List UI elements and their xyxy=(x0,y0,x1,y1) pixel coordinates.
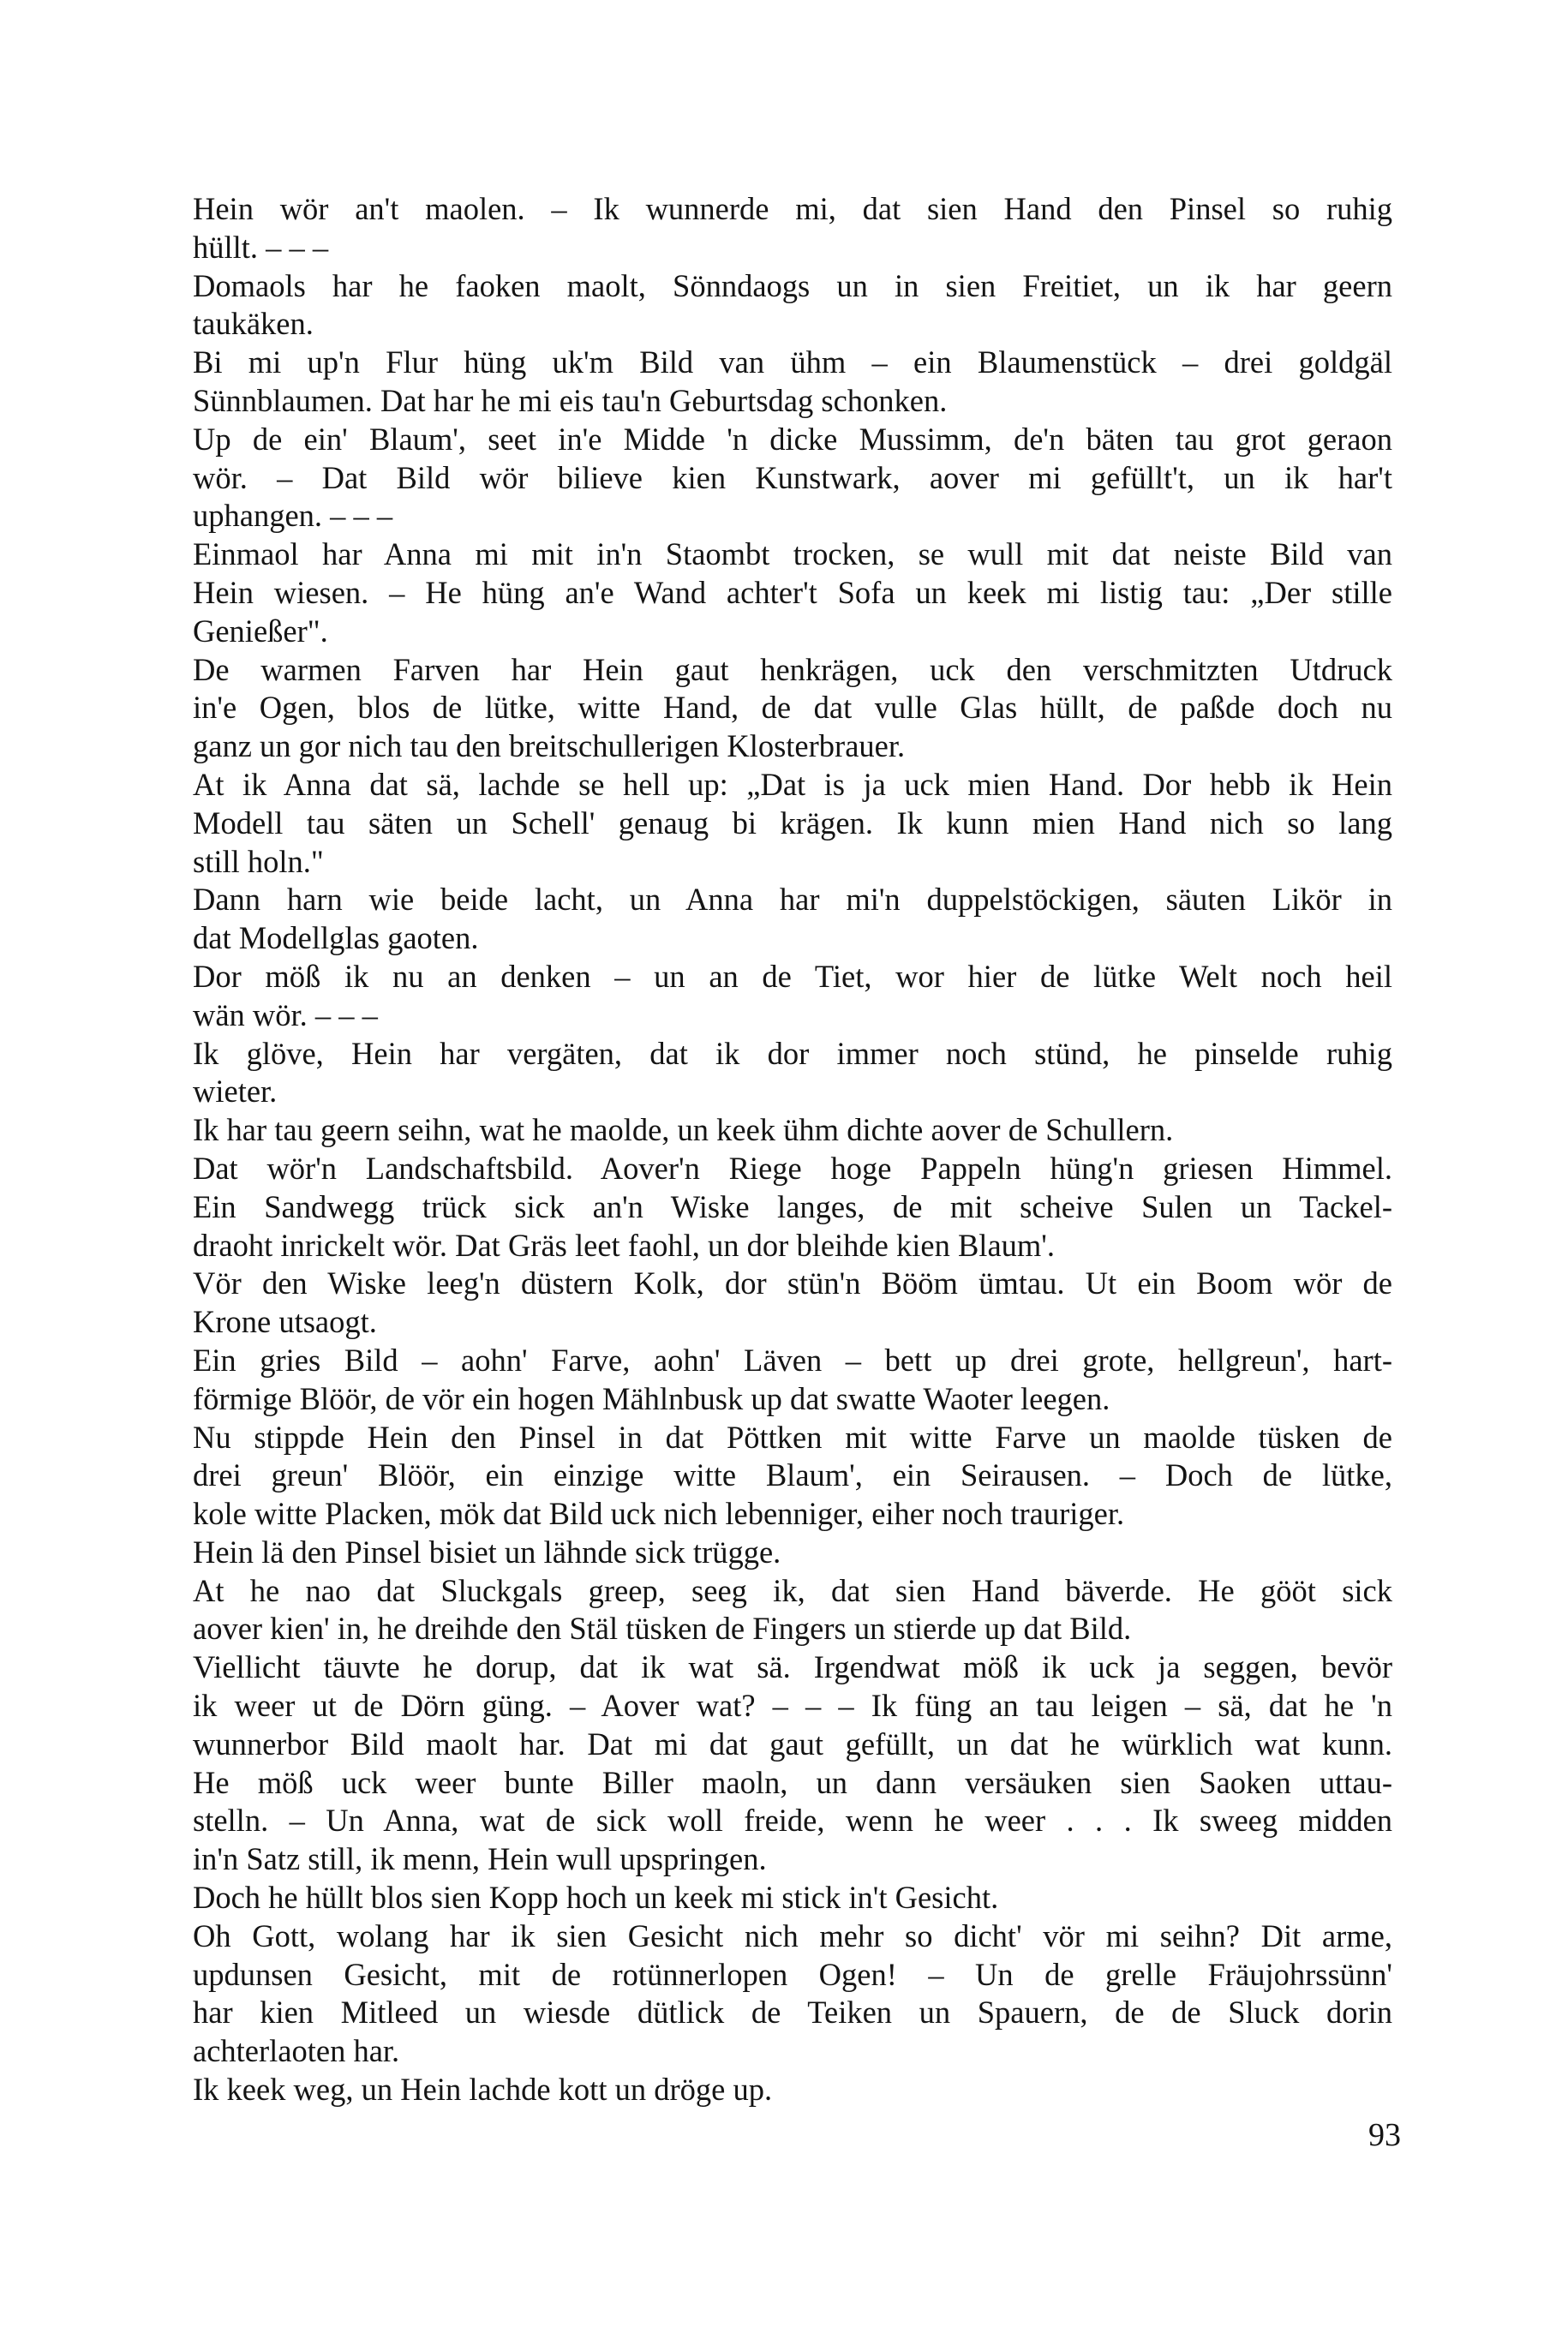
text-line: förmige Blöör, de vör ein hogen Mählnbusk up dat swatte Waoter leegen. xyxy=(193,1380,1110,1416)
text-line: Doch he hüllt blos sien Kopp hoch un keek mi stick in't Gesicht. xyxy=(193,1880,999,1916)
text-line: Ik keek weg, un Hein lachde kott un dröge up. xyxy=(193,2072,773,2108)
text-line: He möß uck weer bunte Biller maoln, un dann versäuken sien Saoken uttau- xyxy=(193,1764,1392,1800)
page-number: 93 xyxy=(1368,2117,1401,2153)
paragraph xyxy=(193,1534,1392,1572)
paragraph xyxy=(193,267,1392,344)
text-line: Up de ein' Blaum', seet in'e Midde 'n dicke Mussimm, de'n bäten tau grot geraon xyxy=(193,421,1392,457)
paragraph xyxy=(193,1111,1392,1150)
paragraph xyxy=(193,1342,1392,1419)
body-text xyxy=(193,190,1392,2109)
text-line: Nu stippde Hein den Pinsel in dat Pöttken mit witte Farve un maolde tüsken de xyxy=(193,1419,1392,1455)
text-line: Ein Sandwegg trück sick an'n Wiske langes, de mit scheive Sulen un Tackel- xyxy=(193,1188,1392,1224)
text-line: wunnerbor Bild maolt har. Dat mi dat gaut gefüllt, un dat he würklich wat kunn. xyxy=(193,1726,1392,1762)
text-line: De warmen Farven har Hein gaut henkrägen, uck den verschmitzten Utdruck xyxy=(193,651,1392,687)
paragraph xyxy=(193,651,1392,766)
text-line: har kien Mitleed un wiesde dütlick de Teiken un Spauern, de de Sluck dorin xyxy=(193,1995,1392,2031)
text-line: Sünnblaumen. Dat har he mi eis tau'n Geburtsdag schonken. xyxy=(193,382,948,418)
paragraph xyxy=(193,1265,1392,1342)
text-line: wieter. xyxy=(193,1074,278,1110)
paragraph xyxy=(193,1572,1392,1649)
paragraph xyxy=(193,881,1392,958)
text-line: draoht inrickelt wör. Dat Gräs leet faohl, un dor bleihde kien Blaum'. xyxy=(193,1227,1055,1263)
text-line: updunsen Gesicht, mit de rotünnerlopen Ogen! – Un de grelle Fräujohrssünn' xyxy=(193,1956,1392,1992)
text-line: Dat wör'n Landschaftsbild. Aover'n Riege hoge Pappeln hüng'n griesen Himmel. xyxy=(193,1150,1392,1186)
text-line: in'e Ogen, blos de lütke, witte Hand, de dat vulle Glas hüllt, de paßde doch nu xyxy=(193,690,1392,726)
text-line: At he nao dat Sluckgals greep, seeg ik, dat sien Hand bäverde. He gööt sick xyxy=(193,1572,1392,1608)
text-line: Einmaol har Anna mi mit in'n Staombt trocken, se wull mit dat neiste Bild van xyxy=(193,536,1392,572)
text-line: Oh Gott, wolang har ik sien Gesicht nich mehr so dicht' vör mi seihn? Dit arme, xyxy=(193,1917,1392,1953)
text-line: achterlaoten har. xyxy=(193,2033,400,2069)
text-line: At ik Anna dat sä, lachde se hell up: „Dat is ja uck mien Hand. Dor hebb ik Hein xyxy=(193,766,1392,802)
text-line: Viellicht täuvte he dorup, dat ik wat sä. Irgendwat möß ik uck ja seggen, bevör xyxy=(193,1649,1392,1685)
text-line: Domaols har he faoken maolt, Sönndaogs un in sien Freitiet, un ik har geern xyxy=(193,267,1392,303)
text-line: uphangen. – – – xyxy=(193,498,393,534)
paragraph xyxy=(193,1917,1392,2071)
paragraph xyxy=(193,2071,1392,2109)
text-line: Krone utsaogt. xyxy=(193,1304,377,1340)
text-line: Ik har tau geern seihn, wat he maolde, un keek ühm dichte aover de Schullern. xyxy=(193,1112,1174,1148)
text-line: Genießer". xyxy=(193,613,328,649)
paragraph xyxy=(193,190,1392,267)
text-line: Dor möß ik nu an denken – un an de Tiet, wor hier de lütke Welt noch heil xyxy=(193,958,1392,994)
text-line: Bi mi up'n Flur hüng uk'm Bild van ühm – ein Blaumenstück – drei goldgäl xyxy=(193,344,1392,380)
paragraph xyxy=(193,766,1392,881)
text-line: Hein wiesen. – He hüng an'e Wand achter't Sofa un keek mi listig tau: „Der stille xyxy=(193,574,1392,610)
text-line: Dann harn wie beide lacht, un Anna har mi'n duppelstöckigen, säuten Likör in xyxy=(193,882,1392,918)
paragraph xyxy=(193,421,1392,535)
text-line: ganz un gor nich tau den breitschullerigen Klosterbrauer. xyxy=(193,728,906,764)
paragraph xyxy=(193,1150,1392,1265)
text-line: ik weer ut de Dörn güng. – Aover wat? – – – Ik füng an tau leigen – sä, dat he 'n xyxy=(193,1688,1392,1724)
text-line: dat Modellglas gaoten. xyxy=(193,920,479,956)
text-line: Hein lä den Pinsel bisiet un lähnde sick trügge. xyxy=(193,1534,781,1570)
text-line: kole witte Placken, mök dat Bild uck nich lebenniger, eiher noch trauriger. xyxy=(193,1496,1125,1532)
text-line: Ein gries Bild – aohn' Farve, aohn' Läven – bett up drei grote, hellgreun', hart- xyxy=(193,1342,1392,1378)
text-line: wän wör. – – – xyxy=(193,996,378,1032)
text-line: Vör den Wiske leeg'n düstern Kolk, dor stün'n Bööm ümtau. Ut ein Boom wör de xyxy=(193,1265,1392,1301)
text-line: wör. – Dat Bild wör bilieve kien Kunstwark, aover mi gefüllt't, un ik har't xyxy=(193,459,1392,495)
text-line: in'n Satz still, ik menn, Hein wull upspringen. xyxy=(193,1841,767,1877)
paragraph xyxy=(193,535,1392,650)
paragraph xyxy=(193,1419,1392,1534)
paragraph xyxy=(193,1035,1392,1112)
text-line: aover kien' in, he dreihde den Stäl tüsken de Fingers un stierde up dat Bild. xyxy=(193,1611,1132,1647)
paragraph xyxy=(193,344,1392,421)
paragraph xyxy=(193,1879,1392,1917)
text-line: taukäken. xyxy=(193,306,314,342)
text-line: Ik glöve, Hein har vergäten, dat ik dor immer noch stünd, he pinselde ruhig xyxy=(193,1035,1392,1071)
text-line: hüllt. – – – xyxy=(193,229,329,265)
text-line: Hein wör an't maolen. – Ik wunnerde mi, dat sien Hand den Pinsel so ruhig xyxy=(193,191,1392,226)
text-line: stelln. – Un Anna, wat de sick woll freide, wenn he weer . . . Ik sweeg midden xyxy=(193,1803,1392,1839)
paragraph xyxy=(193,1648,1392,1879)
text-line: Modell tau säten un Schell' genaug bi krägen. Ik kunn mien Hand nich so lang xyxy=(193,805,1392,840)
paragraph xyxy=(193,958,1392,1035)
text-line: still holn." xyxy=(193,843,324,879)
text-line: drei greun' Blöör, ein einzige witte Blaum', ein Seirausen. – Doch de lütke, xyxy=(193,1457,1392,1493)
